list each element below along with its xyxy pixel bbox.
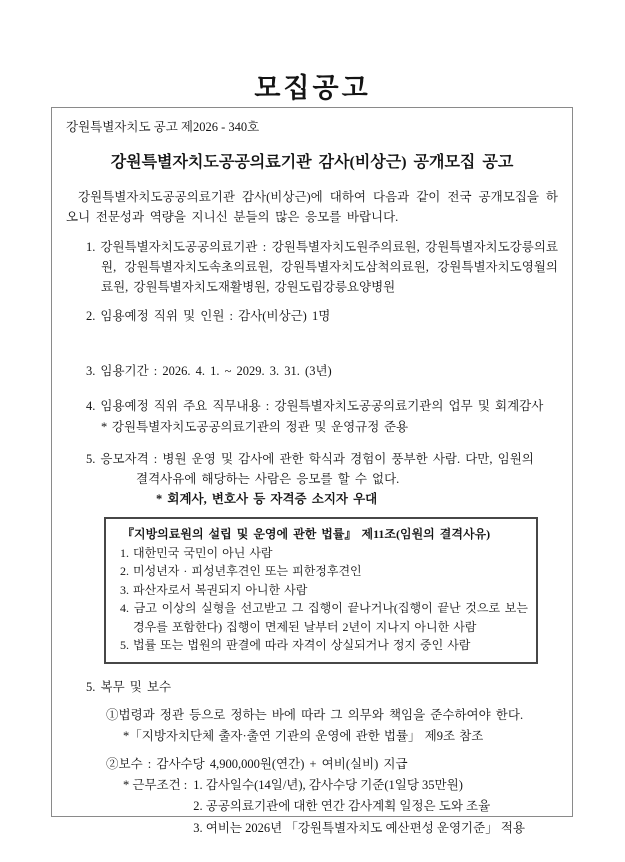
page-title: 모집공고 [254, 73, 371, 103]
duty-clause-2 [66, 754, 558, 774]
notice-heading: 강원특별자치도공공의료기관 감사(비상근) 공개모집 공고 [110, 154, 514, 171]
duty-clause-1 [66, 705, 558, 725]
clause-text: 법령과 정관 등으로 정하는 바에 따라 그 의무와 책임을 준수하여야 한다. [118, 707, 524, 722]
item-text: 임용예정 직위 주요 직무내용 : 강원특별자치도공공의료기관의 업무 및 회계감사 [100, 399, 544, 413]
item-text: 임용예정 직위 및 인원 : 감사(비상근) 1명 [100, 309, 331, 323]
notice-number: 강원특별자치도 공고 제2026 - 340호 [66, 120, 260, 134]
notice-box [51, 107, 573, 835]
circled-number-1: ① [106, 707, 119, 722]
duty-section-title [66, 677, 558, 697]
law-box-item: 5. 법률 또는 법원의 판결에 따라 자격이 상실되거나 정지 중인 사람 [120, 638, 471, 652]
numbered-item-1 [66, 237, 558, 297]
numbered-item-3 [66, 361, 558, 381]
law-box-item: 2. 미성년자 · 피성년후견인 또는 피한정후견인 [120, 564, 362, 578]
numbered-item-2 [66, 306, 558, 326]
item-number: 5. [86, 679, 96, 694]
item-text: 강원특별자치도공공의료기관 : 강원특별자치도원주의료원, 강원특별자치도강릉의료원, 강원특별자치도속초의료원, 강원특별자치도삼척의료원, 강원특별자치도영월의료원, 강원특별자치도재활병원, 강원도립강릉요양병원 [100, 240, 558, 294]
numbered-item-5 [66, 449, 558, 469]
item-number: 2. [86, 309, 96, 323]
law-box-item: 4. 금고 이상의 실형을 선고받고 그 집행이 끝나거나(집행이 끝난 것으로 보는 경우를 포함한다) 집행이 면제된 날부터 2년이 지나지 아니한 사람 [120, 601, 528, 634]
item-text: 임용기간 : 2026. 4. 1. ~ 2029. 3. 31. (3년) [100, 364, 332, 378]
item-number: 1. [86, 240, 96, 254]
item-text: 응모자격 : 병원 운영 및 감사에 관한 학식과 경험이 풍부한 사람. 다만, 임원의 [100, 452, 534, 466]
numbered-item-4 [66, 396, 558, 416]
law-box-item: 1. 대한민국 국민이 아닌 사람 [120, 545, 273, 560]
work-conditions-label: * 근무조건 : [123, 777, 188, 792]
clause-text: 보수 : 감사수당 4,900,000원(연간) + 여비(실비) 지급 [118, 756, 408, 771]
work-conditions-list [193, 775, 558, 840]
intro-paragraph: 강원특별자치도공공의료기관 감사(비상근)에 대하여 다음과 같이 전국 공개모집을 하오니 전문성과 역량을 지니신 분들의 많은 응모를 바랍니다. [66, 190, 558, 224]
item-number: 5. [86, 452, 96, 466]
section-title-text: 복무 및 보수 [100, 679, 172, 694]
work-condition-item: 3. 여비는 2026년 「강원특별자치도 예산편성 운영기준」 적용 [193, 820, 525, 835]
work-conditions [66, 775, 558, 840]
law-box-item: 3. 파산자로서 복권되지 아니한 사람 [120, 582, 308, 597]
duty-clause-1-note: *「지방자치단체 출자·출연 기관의 운영에 관한 법률」 제9조 참조 [123, 728, 484, 743]
circled-number-2: ② [106, 756, 119, 771]
item-5-continuation: 결격사유에 해당하는 사람은 응모를 할 수 없다. [136, 472, 400, 486]
item-number: 4. [86, 399, 96, 413]
item-4-note: * 강원특별자치도공공의료기관의 정관 및 운영규정 준용 [101, 420, 409, 434]
item-5-preference-note: * 회계사, 변호사 등 자격증 소지자 우대 [156, 492, 378, 506]
work-condition-item: 2. 공공의료기관에 대한 연간 감사계획 일정은 도와 조율 [193, 799, 491, 813]
law-box-title: 『지방의료원의 설립 및 운영에 관한 법률』 제11조(임원의 결격사유) [122, 527, 491, 541]
disqualification-law-box [104, 517, 538, 664]
work-condition-item: 1. 감사일수(14일/년), 감사수당 기준(1일당 35만원) [193, 777, 463, 792]
item-number: 3. [86, 364, 96, 378]
